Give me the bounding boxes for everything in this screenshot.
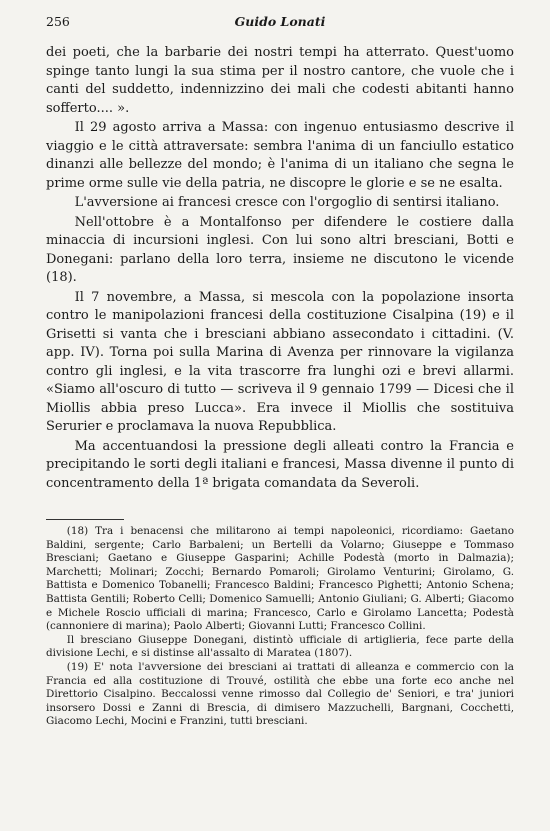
paragraph: Nell'ottobre è a Montalfonso per difendere le costiere dalla minaccia di incursioni inglesi. Con lui sono altri bresciani, Botti e Donegani: parlano della loro terra, insieme ne discutono le vicende (18). [46,214,514,285]
paragraph: Ma accentuandosi la pressione degli alleati contro la Francia e precipitando le sorti degli italiani e francesi, Massa divenne il punto di concentramento della 1ª brigata comandata da Severoli. [46,438,514,491]
footnote-divider [46,519,124,520]
paragraph: L'avversione ai francesi cresce con l'orgoglio di sentirsi italiano. [74,195,500,210]
running-head: Guido Lonati [234,14,326,29]
footnote: Il bresciano Giuseppe Donegani, distintò ufficiale di artiglieria, fece parte della divisione Lechi, e si distinse all'assalto di Maratea (1807). [46,633,514,660]
footnotes [46,525,514,729]
footnote: (19) E' nota l'avversione dei bresciani ai trattati di alleanza e commercio con la Francia ed alla costituzione di Trouvé, ostilità che ebbe una forte eco anche nel Direttorio Cisalpino. Beccalossi venne rimosso dal Collegio de' Seniori, e tra' juniori insorsero Dossi e Zanni di Brescia, di dimisero Mazzuchelli, Bargnani, Cocchetti, Giacomo Lechi, Mocini e Franzini, tutti bresciani. [46,660,514,728]
page-number: 256 [46,14,70,29]
page-header [46,14,514,32]
paragraph: Il 29 agosto arriva a Massa: con ingenuo entusiasmo descrive il viaggio e le città attraversate: sembra l'anima di un fanciullo estatico dinanzi alle bellezze del mondo; è l'anima di un italiano che segna le prime orme sulle vie della patria, ne discopre le glorie e se ne esalta. [46,120,514,191]
main-text [46,44,514,493]
paragraph: Il 7 novembre, a Massa, si mescola con la popolazione insorta contro le manipolazioni francesi della costituzione Cisalpina (19) e il Grisetti si vanta che i bresciani abbiano assecondato i cittadini. (V. app. IV). Torna poi sulla Marina di Avenza per rinnovare la vigilanza contro gli inglesi, e la vita trascorre fra lunghi ozi e brevi allarmi. «Siamo all'oscuro di tutto — scriveva il 9 gennaio 1799 — Dicesi che il Miollis abbia preso Lucca». Era invece il Miollis che sostituiva Serurier e proclamava la nuova Repubblica. [46,289,514,434]
footnote: (18) Tra i benacensi che militarono ai tempi napoleonici, ricordiamo: Gaetano Baldini, sergente; Carlo Barbaleni; un Bertelli da Volarno; Giuseppe e Tommaso Bresciani; Gaetano e Giuseppe Gasparini; Achille Podestà (morto in Dalmazia); Marchetti; Molinari; Zocchi; Bernardo Pomaroli; Girolamo Venturini; Girolamo, G. Battista e Domenico Tobanelli; Francesco Baldini; Francesco Pighetti; Antonio Schena; Battista Gentili; Roberto Celli; Domenico Samuelli; Antonio Giuliani; G. Alberti; Giacomo e Michele Roscio ufficiali di marina; Francesco, Carlo e Girolamo Lancetta; Podestà (cannoniere di marina); Paolo Alberti; Giovanni Lutti; Francesco Collini. [46,525,514,633]
paragraph-continued: dei poeti, che la barbarie dei nostri tempi ha atterrato. Quest'uomo spinge tanto lungi la sua stima per il nostro cantore, che vuole che i canti del suddetto, indennizzino dei mali che codesti abitanti hanno sofferto.... ». [46,45,514,116]
book-page [46,14,514,729]
